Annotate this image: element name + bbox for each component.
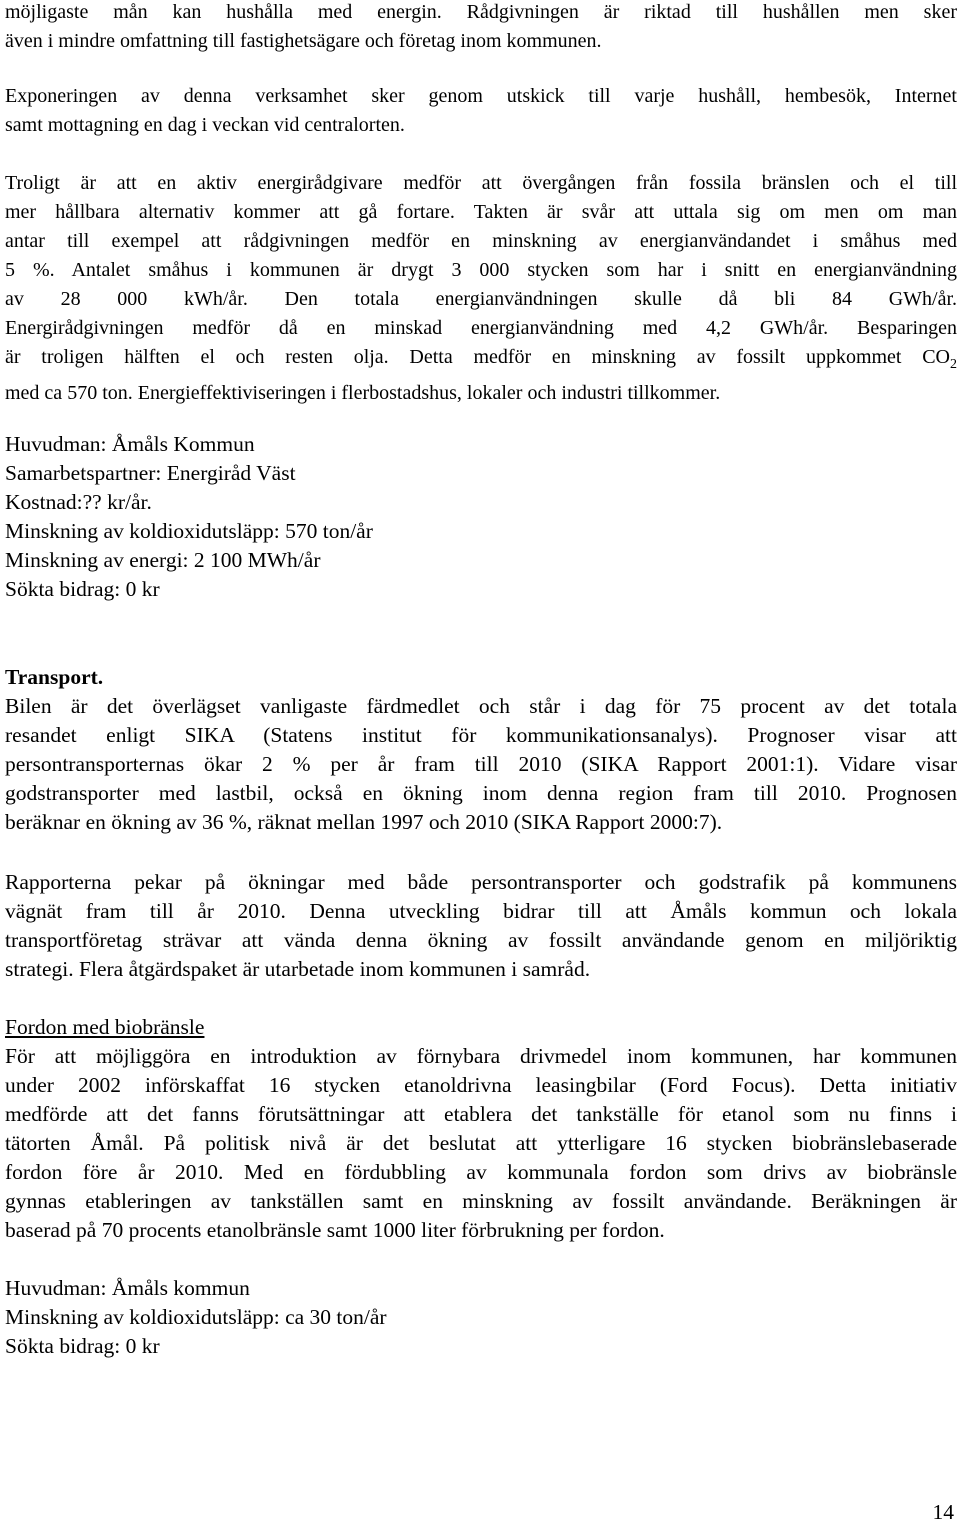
- text-line: godstransporter med lastbil, också en ökning inom denna region fram till 2010. Prognosen: [5, 781, 957, 805]
- info-line: Sökta bidrag: 0 kr: [5, 1334, 160, 1358]
- paragraph-reports: [5, 868, 957, 984]
- co2-subscript: 2: [950, 357, 957, 372]
- text-line: under 2002 införskaffat 16 stycken etanoldrivna leasingbilar (Ford Focus). Detta initiativ: [5, 1073, 957, 1097]
- text-line: resandet enligt SIKA (Statens institut för kommunikationsanalys). Prognoser visar att: [5, 723, 957, 747]
- text-line: tätorten Åmål. På politisk nivå är det beslutat att ytterligare 16 stycken biobränslebaserade: [5, 1131, 957, 1155]
- text-line: mer hållbara alternativ kommer att gå fortare. Takten är svår att uttala sig om men om man: [5, 201, 957, 223]
- text-line: Exponeringen av denna verksamhet sker genom utskick till varje hushåll, hembesök, Internet: [5, 85, 957, 107]
- paragraph-biofuel: [5, 1042, 957, 1245]
- text-line: beräknar en ökning av 36 %, räknat mellan 1997 och 2010 (SIKA Rapport 2000:7).: [5, 810, 723, 834]
- info-line: Minskning av koldioxidutsläpp: ca 30 ton/år: [5, 1305, 387, 1329]
- paragraph-intro: [5, 0, 957, 56]
- text-line: samt mottagning en dag i veckan vid centralorten.: [5, 114, 405, 136]
- info-line: Sökta bidrag: 0 kr: [5, 577, 160, 601]
- text-line: 5 %. Antalet småhus i kommunen är drygt 3 000 stycken som har i snitt en energianvändning: [5, 259, 957, 281]
- text-line: möjligaste mån kan hushålla med energin. Rådgivningen är riktad till hushållen men sker: [5, 1, 957, 23]
- info-line: Huvudman: Åmåls Kommun: [5, 432, 255, 456]
- text-line: medförde att det fanns förutsättningar att etablera det tankställe för etanol som nu finns i: [5, 1102, 957, 1126]
- text-line: För att möjliggöra en introduktion av förnybara drivmedel inom kommunen, har kommunen: [5, 1044, 957, 1068]
- text-line: vägnät fram till år 2010. Denna utveckling bidrar till att Åmåls kommun och lokala: [5, 899, 957, 923]
- text-line: även i mindre omfattning till fastighetsägare och företag inom kommunen.: [5, 30, 602, 52]
- page-number: 14: [932, 1500, 954, 1524]
- info-line: Huvudman: Åmåls kommun: [5, 1276, 250, 1300]
- text-line: av 28 000 kWh/år. Den totala energianvändningen skulle då bli 84 GWh/år.: [5, 288, 957, 310]
- text-line: Energirådgivningen medför då en minskad energianvändning med 4,2 GWh/år. Besparingen: [5, 317, 957, 339]
- text-line: med ca 570 ton. Energieffektiviseringen i flerbostadshus, lokaler och industri tillkommer.: [5, 382, 721, 404]
- text-line: antar till exempel att rådgivningen medför en minskning av energianvändandet i småhus med: [5, 230, 957, 252]
- text-line: Bilen är det överlägset vanligaste färdmedlet och står i dag för 75 procent av det totala: [5, 694, 957, 718]
- text-line-co2: [5, 343, 957, 379]
- info-line: Kostnad:?? kr/år.: [5, 490, 152, 514]
- info-block-transport: [5, 1274, 957, 1361]
- co2-text: är troligen hälften el och resten olja. Detta medför en minskning av fossilt uppkommet CO: [5, 346, 950, 368]
- text-line: persontransporternas ökar 2 % per år fram till 2010 (SIKA Rapport 2001:1). Vidare visar: [5, 752, 957, 776]
- section-heading-biofuel-vehicles: Fordon med biobränsle: [5, 1015, 205, 1039]
- info-block-energy: [5, 430, 957, 604]
- text-line: gynnas etableringen av tankställen samt en minskning av fossilt användande. Beräkningen är: [5, 1189, 957, 1213]
- paragraph-energy-advisor: [5, 169, 957, 408]
- info-line: Samarbetspartner: Energiråd Väst: [5, 461, 296, 485]
- section-heading-transport: Transport.: [5, 665, 104, 689]
- text-line: Troligt är att en aktiv energirådgivare medför att övergången från fossila bränslen och el till: [5, 172, 957, 194]
- info-line: Minskning av energi: 2 100 MWh/år: [5, 548, 321, 572]
- text-line: transportföretag strävar att vända denna ökning av fossilt användande genom en miljöriktig: [5, 928, 957, 952]
- paragraph-exposure: [5, 82, 957, 140]
- text-line: fordon före år 2010. Med en fördubbling av kommunala fordon som drivs av biobränsle: [5, 1160, 957, 1184]
- paragraph-transport: [5, 692, 957, 837]
- info-line: Minskning av koldioxidutsläpp: 570 ton/år: [5, 519, 373, 543]
- text-line: strategi. Flera åtgärdspaket är utarbetade inom kommunen i samråd.: [5, 957, 591, 981]
- text-line: baserad på 70 procents etanolbränsle samt 1000 liter förbrukning per fordon.: [5, 1218, 665, 1242]
- text-line: Rapporterna pekar på ökningar med både persontransporter och godstrafik på kommunens: [5, 870, 957, 894]
